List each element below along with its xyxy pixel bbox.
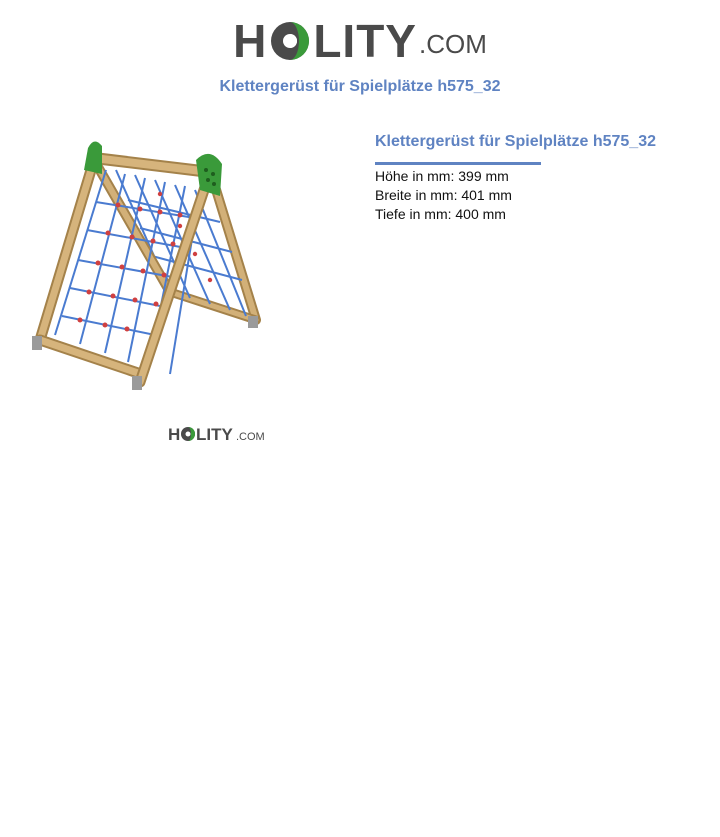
holity-o-icon [269, 20, 311, 62]
title-divider [375, 162, 541, 165]
logo-letter-h: H [233, 15, 268, 67]
brand-header [0, 12, 720, 70]
frame-top-beam [94, 158, 210, 172]
svg-text:.COM: .COM [236, 431, 265, 443]
frame-front-left-leg [40, 160, 94, 340]
spec-depth: Tiefe in mm: 400 mm [375, 206, 506, 222]
watermark-logo [168, 425, 265, 444]
svg-text:LITY: LITY [196, 425, 233, 444]
product-details [375, 132, 675, 224]
climbing-frame-illustration [10, 130, 330, 480]
frame-bottom-rail [40, 340, 138, 373]
holity-logo[interactable] [233, 15, 487, 67]
spec-height: Höhe in mm: 399 mm [375, 168, 509, 184]
page-title: Klettergerüst für Spielplätze h575_32 [219, 78, 501, 95]
frame-front-right-leg [140, 172, 210, 382]
spec-width: Breite in mm: 401 mm [375, 187, 512, 203]
logo-letters-rest: LITY [313, 15, 417, 67]
product-image [10, 130, 330, 480]
svg-text:H: H [168, 425, 181, 444]
logo-domain: .COM [419, 29, 487, 59]
logo-wordmark [233, 15, 417, 67]
product-name: Klettergerüst für Spielplätze h575_32 [375, 133, 656, 150]
